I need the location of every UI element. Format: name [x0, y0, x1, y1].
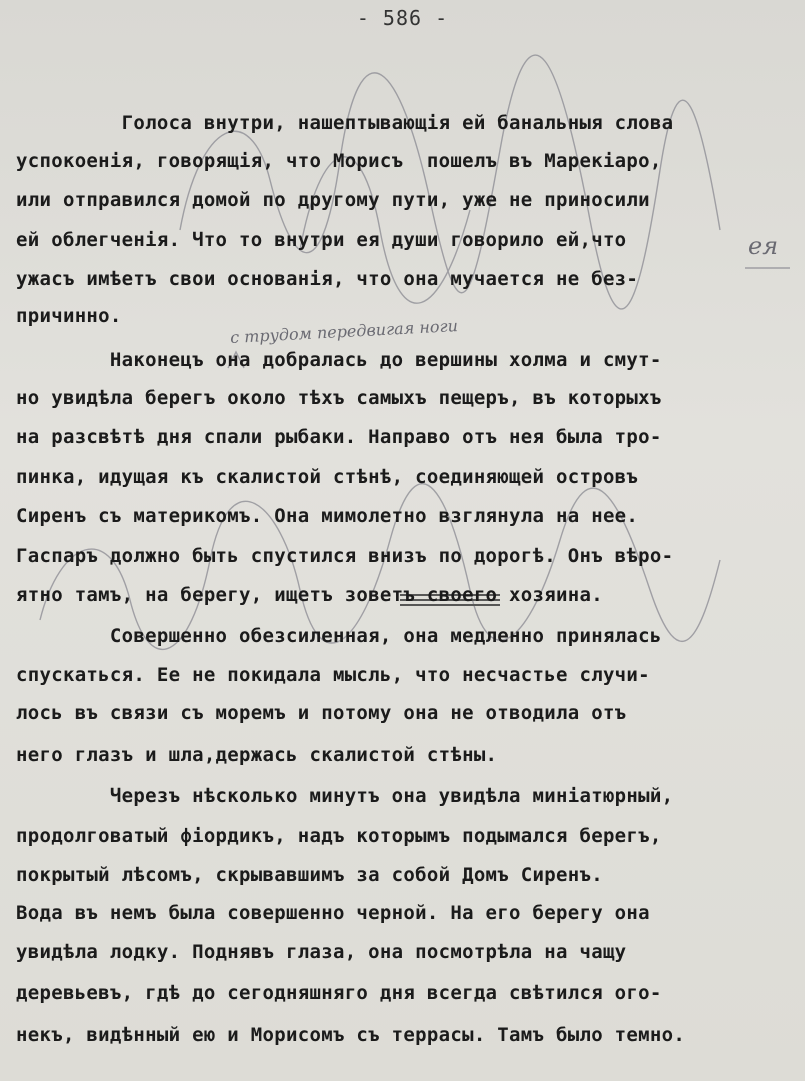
text-line: продолговатый фіордикъ, надъ которымъ подымался берегъ,: [16, 825, 662, 847]
text-line: ятно тамъ, на берегу, ищетъ зоветъ своего хозяина.: [16, 584, 603, 606]
text-line: Голоса внутри, нашептывающія ей банальныя слова: [16, 112, 674, 134]
text-line: успокоенія, говорящія, что Морисъ пошелъ въ Марекіаро,: [16, 150, 662, 172]
handwritten-margin-word: ея: [748, 232, 779, 260]
text-line: Наконецъ она добралась до вершины холма и смут-: [16, 349, 662, 371]
text-line: Гаспаръ должно быть спустился внизъ по дорогѣ. Онъ вѣро-: [16, 545, 674, 567]
text-line: но увидѣла берегъ около тѣхъ самыхъ пещеръ, въ которыхъ: [16, 387, 662, 409]
text-line: некъ, видѣнный ею и Морисомъ съ террасы. Тамъ было темно.: [16, 1024, 686, 1046]
page-number: - 586 -: [356, 6, 449, 30]
text-line: увидѣла лодку. Поднявъ глаза, она посмотрѣла на чащу: [16, 941, 627, 963]
text-line: причинно.: [16, 305, 122, 327]
text-line: лось въ связи съ моремъ и потому она не отводила отъ: [16, 702, 627, 724]
text-line: ужасъ имѣетъ свои основанія, что она мучается не без-: [16, 268, 639, 290]
text-line: Черезъ нѣсколько минутъ она увидѣла миніатюрный,: [16, 785, 674, 807]
text-line: на разсвѣтѣ дня спали рыбаки. Направо отъ нея была тро-: [16, 426, 662, 448]
text-line: деревьевъ, гдѣ до сегодняшняго дня всегда свѣтился ого-: [16, 982, 662, 1004]
text-line: Совершенно обезсиленная, она медленно принялась: [16, 625, 662, 647]
text-line: Вода въ немъ была совершенно черной. На его берегу она: [16, 902, 650, 924]
text-line: покрытый лѣсомъ, скрывавшимъ за собой Домъ Сиренъ.: [16, 864, 603, 886]
handwritten-insert-note: с трудом передвигая ноги: [229, 316, 459, 347]
text-line: спускаться. Ее не покидала мысль, что несчастье случи-: [16, 664, 650, 686]
text-line: Сиренъ съ материкомъ. Она мимолетно взглянула на нее.: [16, 505, 639, 527]
text-line: или отправился домой по другому пути, уже не приносили: [16, 189, 650, 211]
text-line: ей облегченія. Что то внутри ея души говорило ей,что: [16, 229, 627, 251]
text-line: пинка, идущая къ скалистой стѣнѣ, соединяющей островъ: [16, 466, 639, 488]
text-line: него глазъ и шла,держась скалистой стѣны.: [16, 744, 498, 766]
